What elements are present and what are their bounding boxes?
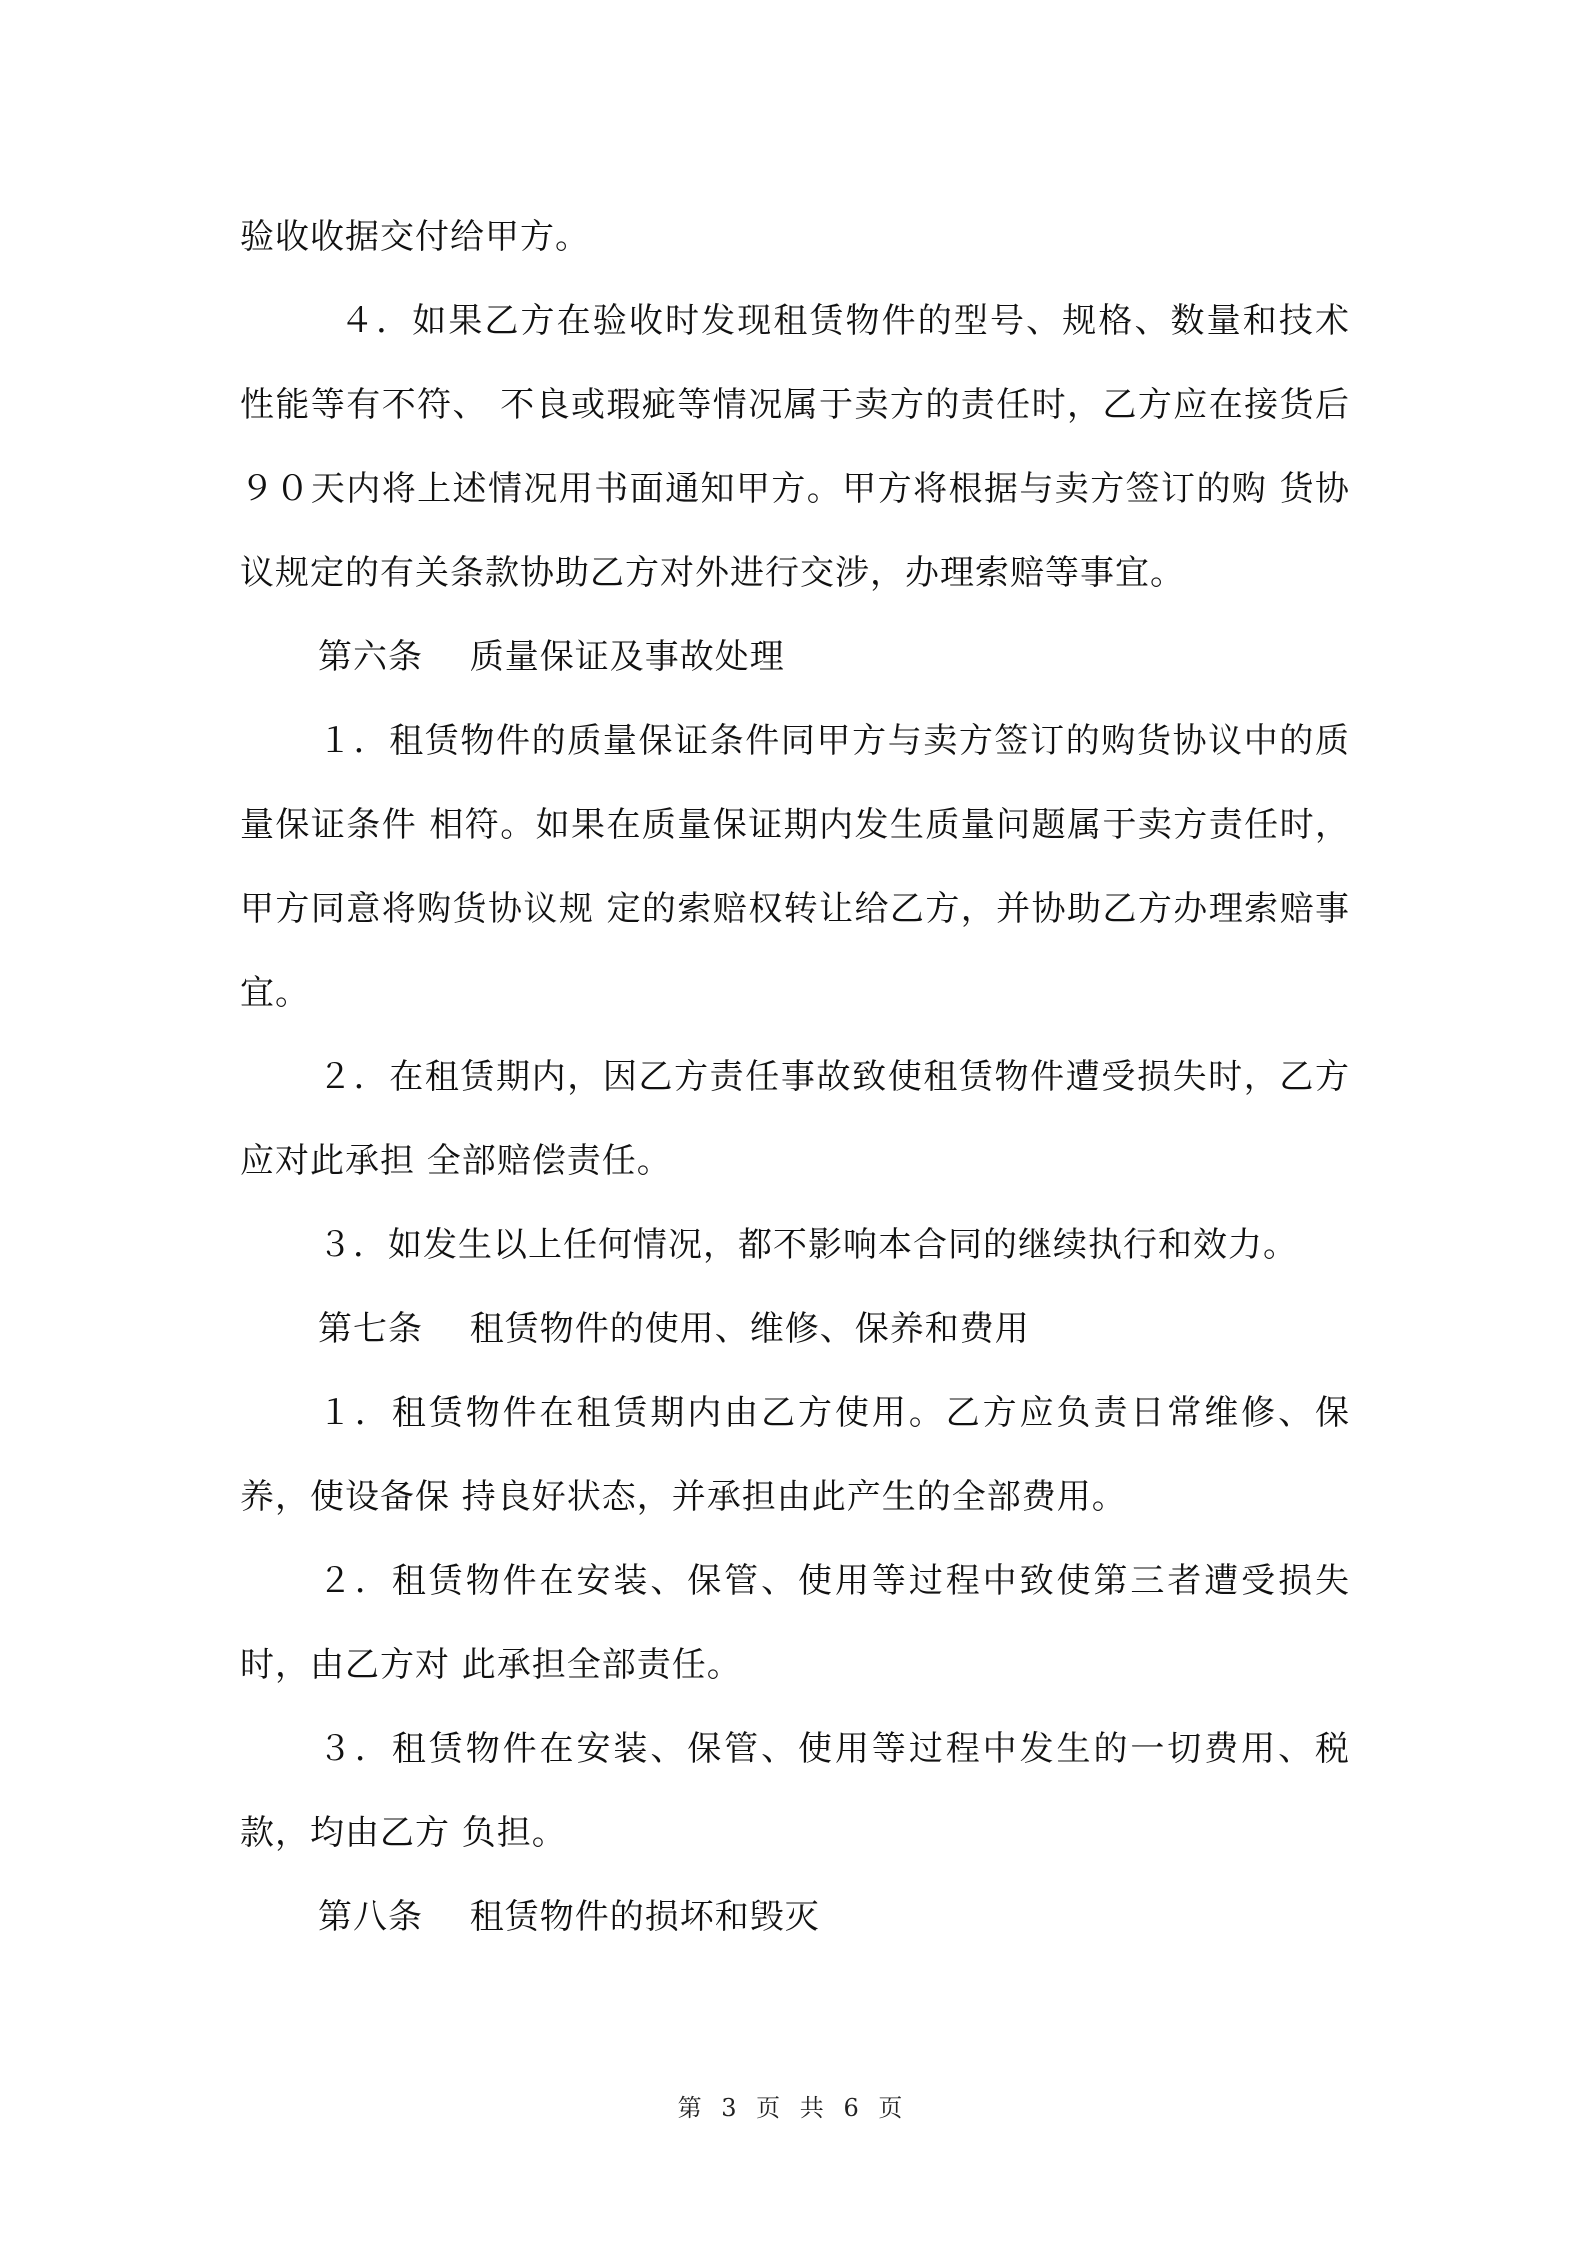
- paragraph-article-6-item-3: ３．如发生以上任何情况，都不影响本合同的继续执行和效力。: [318, 1225, 1298, 1265]
- page-number-footer: 第 3 页 共 6 页: [677, 2094, 909, 2122]
- paragraph-article-6-item-2: ２．在租赁期内，因乙方责任事故致使租赁物件遭受损失时，乙方应对此承担 全部赔偿责任。: [240, 1057, 1350, 1181]
- paragraph-article-7-item-2: ２．租赁物件在安装、保管、使用等过程中致使第三者遭受损失时，由乙方对 此承担全部责任。: [240, 1561, 1350, 1685]
- document-body: [240, 195, 1350, 1959]
- paragraph-article-7-item-3: ３．租赁物件在安装、保管、使用等过程中发生的一切费用、税款，均由乙方 负担。: [240, 1729, 1350, 1853]
- article-7-heading: 第七条 租赁物件的使用、维修、保养和费用: [318, 1309, 1030, 1349]
- paragraph-article-7-item-1: １．租赁物件在租赁期内由乙方使用。乙方应负责日常维修、保养，使设备保 持良好状态，并承担由此产生的全部费用。: [240, 1393, 1350, 1517]
- paragraph-article-6-item-1: １．租赁物件的质量保证条件同甲方与卖方签订的购货协议中的质量保证条件 相符。如果在质量保证期内发生质量问题属于卖方责任时，甲方同意将购货协议规 定的索赔权转让给乙方，并协助乙方办理索赔事宜。: [240, 721, 1350, 1013]
- paragraph-continuation: 验收收据交付给甲方。: [240, 217, 590, 257]
- article-8-heading: 第八条 租赁物件的损坏和毁灭: [318, 1897, 820, 1937]
- paragraph-item-4-inspection: ４．如果乙方在验收时发现租赁物件的型号、规格、数量和技术性能等有不符、 不良或瑕疵等情况属于卖方的责任时，乙方应在接货后９０天内将上述情况用书面通知甲方。甲方将根据与卖方签订的购 货协议规定的有关条款协助乙方对外进行交涉，办理索赔等事宜。: [240, 301, 1350, 593]
- article-6-heading: 第六条 质量保证及事故处理: [318, 637, 785, 677]
